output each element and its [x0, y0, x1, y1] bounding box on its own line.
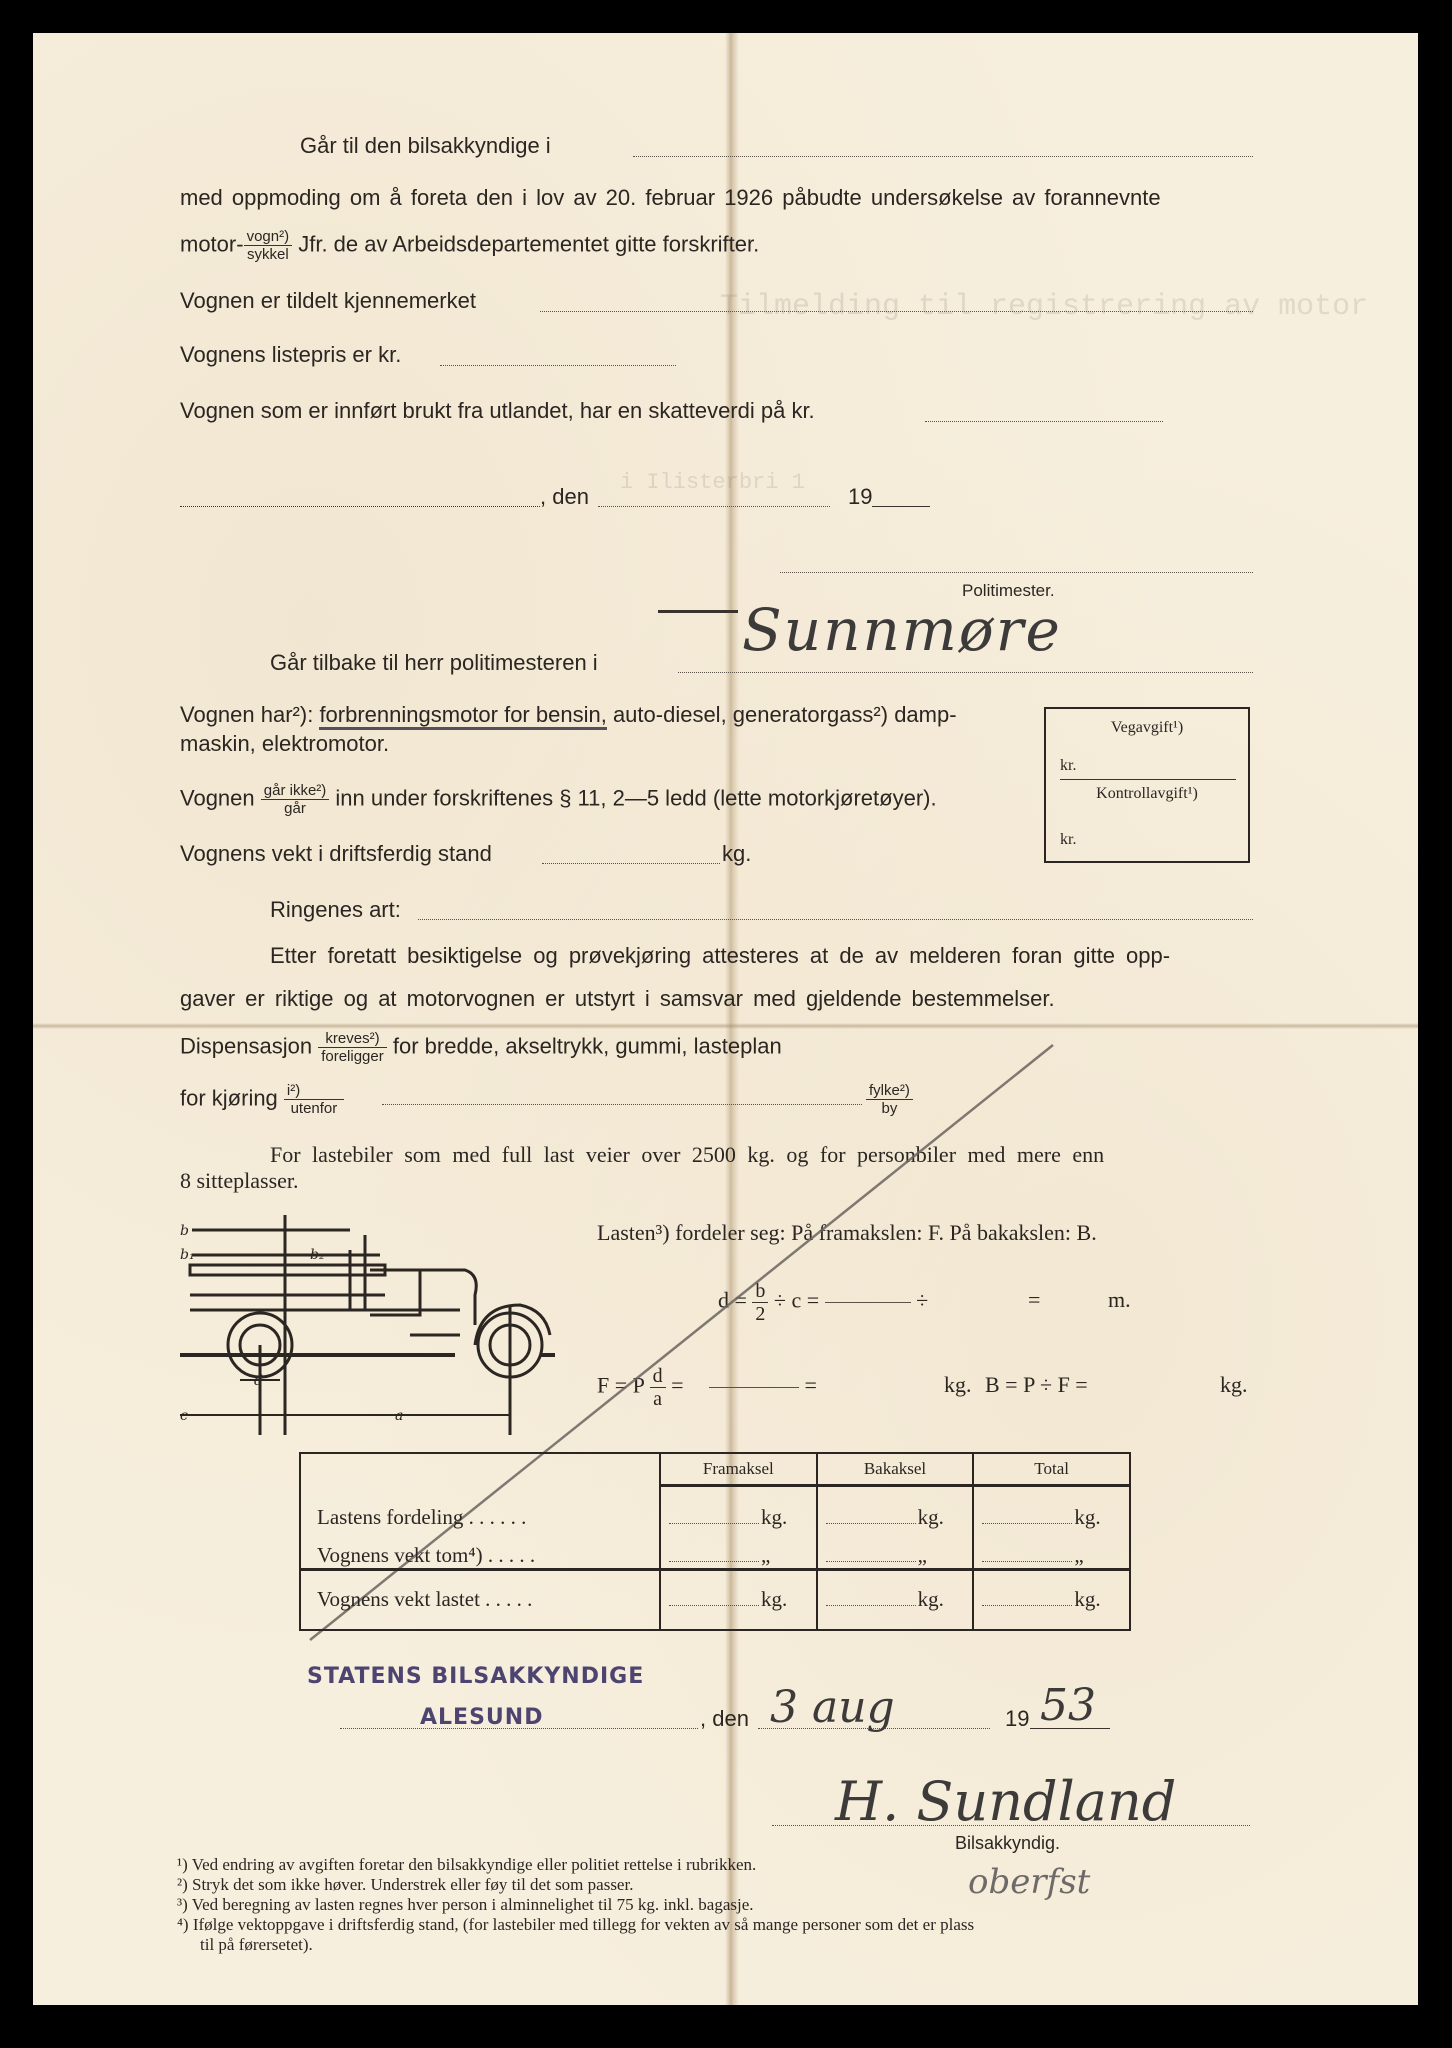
col-rear-axle: Bakaksel	[817, 1453, 974, 1486]
load-table	[299, 1452, 1131, 1631]
control-fee-kr: kr.	[1060, 831, 1077, 848]
formula-f-unit: kg.	[944, 1372, 972, 1397]
date-den-label: , den	[540, 484, 589, 509]
kreves-foreligger-fraction: $\frac{\text{kreves²)}}{\text{foreligger}}$	[318, 1030, 387, 1065]
stamp-place: ALESUND	[420, 1705, 544, 1730]
i-utenfor-fraction: $\frac{\text{i²)}}{\text{utenfor}}$	[284, 1082, 344, 1117]
svg-text:c: c	[180, 1408, 188, 1424]
table-row: Lastens fordeling . . . . . . kg. kg. kg.	[300, 1486, 1130, 1530]
svg-text:a: a	[395, 1408, 404, 1424]
tax-value-label: Vognen som er innført brukt fra utlandet, har en skatteverdi på kr.	[180, 398, 815, 423]
truck-condition-line-2: 8 sitteplasser.	[180, 1168, 299, 1193]
fylke-by-fraction: $\frac{\text{fylke²)}}{by}$	[866, 1082, 913, 1117]
return-label: Går tilbake til herr politimesteren i	[270, 650, 598, 675]
motor-type-text: Vognen har²): forbrenningsmotor for bensin, auto-diesel, generatorgass²) damp-	[180, 702, 957, 728]
extra-handwriting: oberfst	[968, 1862, 1091, 1902]
svg-text:b₂: b₂	[310, 1247, 325, 1263]
dim-b: b	[180, 1223, 189, 1239]
request-text: med oppmoding om å foreta den i lov av 20. februar 1926 påbudte undersøkelse av forannevnte	[180, 185, 1161, 210]
list-price-label: Vognens listepris er kr.	[180, 342, 402, 367]
inspector-stamp: STATENS BILSAKKYNDIGE	[307, 1664, 645, 1689]
light-vehicle-line: Vognen $\frac{\text{går ikke²)}}{\text{går}}$ inn under forskriftenes § 11, 2—5 ledd (lette motorkjøretøyer).	[180, 782, 937, 817]
motor-type-text-2: maskin, elektromotor.	[180, 731, 390, 756]
forward-label: Går til den bilsakkyndige i	[300, 133, 551, 158]
bleed-through-text: Tilmelding til registrering av motor	[720, 290, 1369, 324]
formula-d: d = $\frac{b}{2}$ ÷ c = ÷	[718, 1280, 929, 1325]
vogn-sykkel-fraction: $\frac{\text{vogn²)}}{\text{sykkel}}$	[244, 228, 293, 263]
footnote-3: ³) Ved beregning av lasten regnes hver person i alminnelighet til 75 kg. inkl. bagasje.	[177, 1895, 754, 1914]
tire-type-label: Ringenes art:	[270, 897, 401, 922]
operating-weight-unit: kg.	[722, 841, 752, 866]
inspector-signature-field[interactable]	[772, 1825, 1250, 1826]
col-front-axle: Framaksel	[660, 1453, 817, 1486]
year-prefix: 19	[848, 484, 873, 509]
table-row: Vognens vekt tom⁴) . . . . . „ „ „	[300, 1530, 1130, 1570]
regulations-ref: Jfr. de av Arbeidsdepartementet gitte forskrifter.	[298, 231, 760, 257]
gar-ikke-fraction: $\frac{\text{går ikke²)}}{\text{går}}$	[261, 782, 330, 817]
formula-d-eq: =	[1028, 1287, 1041, 1312]
formula-b: B = P ÷ F =	[985, 1372, 1088, 1397]
footnote-4: ⁴) Ifølge vektoppgave i driftsferdig stand, (for lastebiler med tillegg for vekten av så mange personer som det er plass	[177, 1915, 975, 1934]
signature-place-field[interactable]	[340, 1728, 698, 1729]
footnote-1: ¹) Ved endring av avgiften foretar den bilsakkyndige eller politiet rettelse i rubrikken.	[177, 1855, 757, 1874]
formula-b-unit: kg.	[1220, 1372, 1248, 1397]
inspector-signature: H. Sundland	[835, 1770, 1177, 1833]
table-row: Vognens vekt lastet . . . . . kg. kg. kg.	[300, 1569, 1130, 1630]
underlined-petrol-engine: forbrenningsmotor for bensin,	[319, 702, 606, 730]
svg-text:d: d	[254, 1373, 263, 1389]
svg-text:b₁: b₁	[180, 1247, 195, 1263]
road-tax-label: Vegavgift¹)	[1110, 719, 1184, 736]
load-distribution-line: Lasten³) fordeler seg: På framakslen: F. På bakakslen: B.	[597, 1220, 1097, 1245]
footnote-4-cont: til på førersetet).	[200, 1935, 313, 1954]
signature-year-prefix: 19	[1005, 1706, 1030, 1731]
truck-condition-line-1: For lastebiler som med full last veier over 2500 kg. og for personbiler med mere enn	[270, 1142, 1105, 1167]
attestation-line-2: gaver er riktige og at motorvognen er utstyrt i samsvar med gjeldende bestemmelser.	[180, 986, 1055, 1011]
control-fee-label: Kontrollavgift¹)	[1096, 785, 1198, 802]
col-total: Total	[973, 1453, 1130, 1486]
footnote-2: ²) Stryk det som ikke høver. Understrek eller føy til det som passer.	[177, 1875, 634, 1894]
attestation-line-1: Etter foretatt besiktigelse og prøvekjøring attesteres at de av melderen foran gitte opp-	[270, 943, 1171, 968]
operating-weight-label: Vognens vekt i driftsferdig stand	[180, 841, 492, 866]
registration-mark-label: Vognen er tildelt kjennemerket	[180, 288, 476, 313]
bleed-through-text: i Ilisterbri 1	[620, 470, 805, 495]
signature-den: , den	[700, 1706, 749, 1731]
inspector-role: Bilsakkyndig.	[955, 1833, 1061, 1853]
formula-f: F = P $\frac{d}{a}$ = =	[597, 1365, 817, 1410]
police-chief-label: Politimester.	[962, 581, 1055, 600]
return-place-handwriting: Sunnmøre	[742, 596, 1062, 664]
date-handwriting: 3 aug	[770, 1682, 895, 1733]
formula-d-unit: m.	[1108, 1287, 1131, 1312]
motor-prefix: motor-	[180, 231, 244, 257]
road-tax-kr: kr.	[1060, 757, 1077, 774]
dispensation-line: Dispensasjon $\frac{\text{kreves²)}}{\text{foreligger}}$ for bredde, akseltrykk, gummi, lasteplan	[180, 1030, 782, 1065]
year-handwriting: 53	[1040, 1680, 1096, 1731]
driving-line: for kjøring $\frac{\text{i²)}}{\text{utenfor}}$	[180, 1082, 344, 1117]
